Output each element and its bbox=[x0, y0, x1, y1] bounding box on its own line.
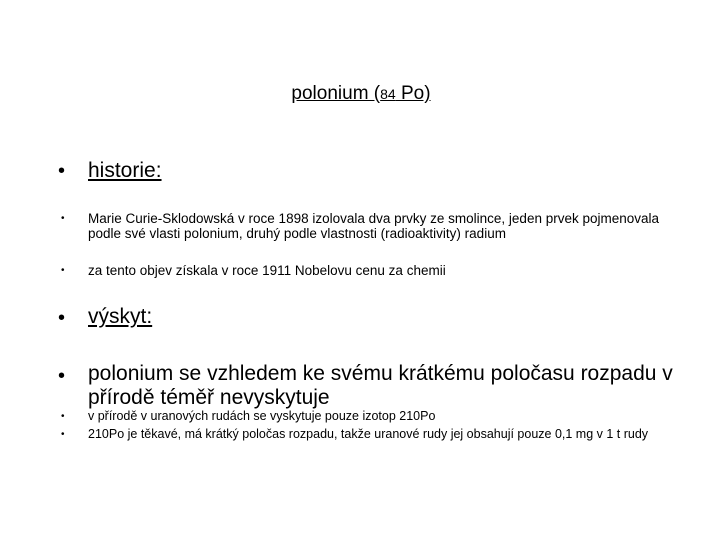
history-item-1: Marie Curie-Sklodowská v roce 1898 izolovala dva prvky ze smolince, jeden prvek pojmenovala podle své vlasti polonium, druhý podle vlastnosti (radioaktivity) radium bbox=[88, 211, 660, 241]
occurrence-item-2: 210Po je těkavé, má krátký poločas rozpadu, takže uranové rudy jej obsahují pouze 0,1 mg v 1 t rudy bbox=[88, 427, 649, 441]
bullet-history-item-1: • bbox=[61, 213, 65, 224]
bullet-occurrence-item-1: • bbox=[61, 411, 65, 422]
occurrence-heading: výskyt: bbox=[88, 305, 153, 328]
bullet-history-item-2: • bbox=[61, 265, 65, 276]
title-prefix: polonium ( bbox=[291, 83, 381, 104]
bullet-history-heading: • bbox=[58, 160, 66, 182]
title-suffix: Po) bbox=[395, 83, 431, 104]
bullet-occurrence-item-2: • bbox=[61, 429, 65, 440]
title-subscript: 84 bbox=[380, 86, 396, 102]
bullet-occurrence-main: • bbox=[58, 365, 66, 387]
occurrence-item-1: v přírodě v uranových rudách se vyskytuje pouze izotop 210Po bbox=[88, 409, 436, 423]
occurrence-main-text: polonium se vzhledem ke svému krátkému poločasu rozpadu v přírodě téměř nevyskytuje bbox=[88, 362, 673, 409]
bullet-occurrence-heading: • bbox=[58, 307, 66, 329]
page-title bbox=[0, 82, 720, 106]
history-item-2: za tento objev získala v roce 1911 Nobelovu cenu za chemii bbox=[88, 263, 446, 278]
history-heading: historie: bbox=[88, 159, 162, 182]
